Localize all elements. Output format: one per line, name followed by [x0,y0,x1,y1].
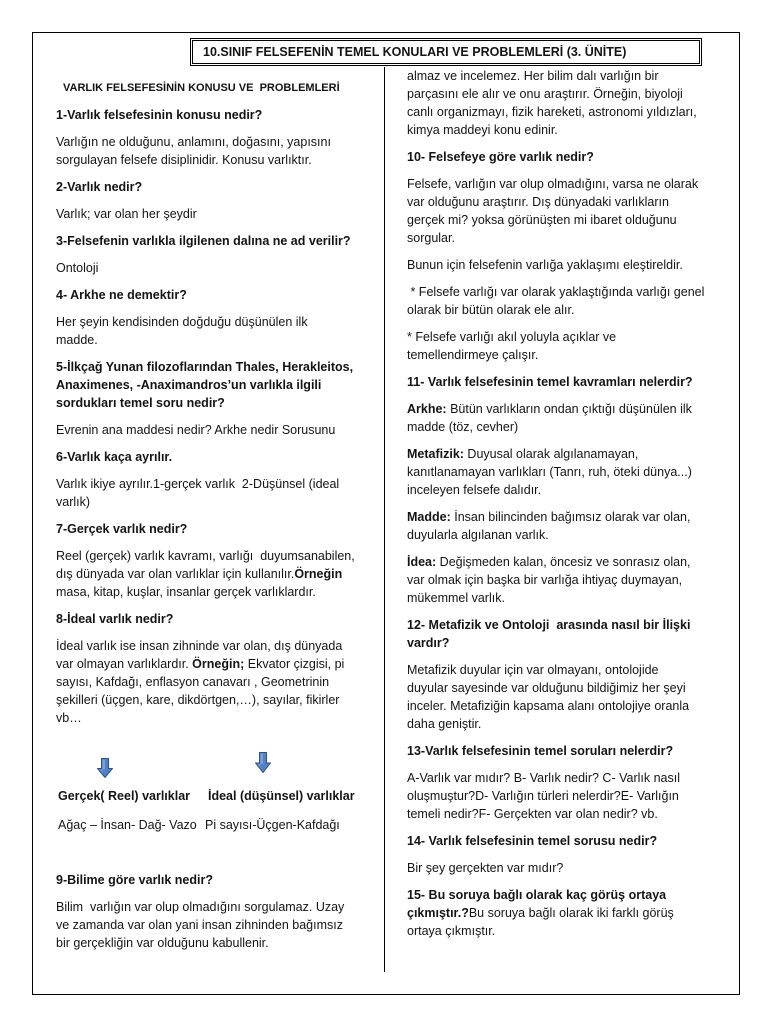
text-line [56,331,382,349]
text-line [407,175,737,193]
bold-text: Metafizik: [407,447,464,461]
text-run: var olduğunu araştırır. Dış dünyadaki varlıkların [407,195,669,209]
text-line [56,376,382,394]
text-line [56,475,382,493]
text-run: duyularla algılanan varlık. [407,528,549,542]
text-line [56,205,382,223]
down-arrow-icon [97,758,113,778]
text-run: Bunun için felsefenin varlığa yaklaşımı eleştireldir. [407,258,683,272]
answer-paragraph [56,898,382,952]
text-line [407,508,737,526]
ideal-beings-examples: Pi sayısı-Üçgen-Kafdağı [205,818,340,832]
text-line [56,259,382,277]
text-line [407,256,737,274]
text-run: İnsan bilincinden bağımsız olarak var olan, [450,510,691,524]
text-line [407,769,737,787]
text-run: Her şeyin kendisinden doğduğu düşünülen ilk [56,315,308,329]
text-line [56,448,382,466]
text-line [407,328,737,346]
text-run: duyular sayesinde var olduğunu bildiğimiz her şeyi [407,681,686,695]
bold-text: 1-Varlık felsefesinin konusu nedir? [56,108,263,122]
bold-text: 13-Varlık felsefesinin temel soruları nelerdir? [407,744,674,758]
bold-text: Anaximenes, -Anaximandros’un varlıkla ilgili [56,378,322,392]
text-line [407,103,737,121]
question-heading [407,832,737,850]
ideal-beings-label: İdeal (düşünsel) varlıklar [208,789,355,803]
answer-paragraph [407,553,737,607]
text-line [56,547,382,565]
bold-text: 3-Felsefenin varlıkla ilgilenen dalına ne ad verilir? [56,234,351,248]
text-line [56,691,382,709]
text-line [407,634,737,652]
text-line [56,709,382,727]
bold-text: 14- Varlık felsefesinin temel sorusu nedir? [407,834,658,848]
text-run: sorgular. [407,231,455,245]
text-line [407,85,737,103]
text-line [407,616,737,634]
text-line [56,133,382,151]
text-run: sayısı, Kafdağı, enflasyon canavarı , Geometrinin [56,675,330,689]
text-run: Varlığın ne olduğunu, anlamını, doğasını, yapısını [56,135,331,149]
text-run: gerçek mi? yoksa görünüşten mi ibaret olduğunu [407,213,677,227]
text-run: varlık) [56,495,91,509]
text-line [407,787,737,805]
text-line [56,493,382,511]
bold-text: 8-İdeal varlık nedir? [56,612,174,626]
question-heading [407,373,737,391]
text-run: Felsefe, varlığın var olup olmadığını, varsa ne olarak [407,177,699,191]
text-line [407,211,737,229]
text-run: mükemmel varlık. [407,591,505,605]
text-line [407,463,737,481]
answer-paragraph [407,859,737,877]
text-line [56,286,382,304]
answer-paragraph [407,256,737,274]
text-line [407,697,737,715]
answer-paragraph [407,769,737,823]
text-run: Bütün varlıkların ondan çıktığı düşünülen ilk [446,402,692,416]
text-run: Ontoloji [56,261,99,275]
bold-text: Arkhe: [407,402,447,416]
title-box [190,38,702,66]
text-line [407,445,737,463]
text-line [407,346,737,364]
text-run: Değişmeden kalan, öncesiz ve sonrasız olan, [436,555,691,569]
text-run: ortaya çıkmıştır. [407,924,496,938]
text-run: Bir şey gerçekten var mıdır? [407,861,564,875]
text-line [407,526,737,544]
bold-text: 5-İlkçağ Yunan filozoflarından Thales, Herakleitos, [56,360,354,374]
text-run: vb… [56,711,82,725]
answer-paragraph [56,313,382,349]
bold-text: 10- Felsefeye göre varlık nedir? [407,150,594,164]
bold-text: Örneğin; [192,657,245,671]
answer-paragraph [56,475,382,511]
text-line [407,481,737,499]
text-line [56,934,382,952]
text-run: kanıtlanamayan varlıkları (Tanrı, ruh, öteki dünya...) [407,465,692,479]
text-run: Reel (gerçek) varlık kavramı, varlığı duyumsanabilen, [56,549,355,563]
answer-paragraph [56,421,382,439]
bold-text: 4- Arkhe ne demektir? [56,288,187,302]
text-line [56,106,382,124]
column-divider [384,67,385,972]
worksheet-title: 10.SINIF FELSEFENİN TEMEL KONULARI VE PROBLEMLERİ (3. ÜNİTE) [203,45,627,59]
text-run: daha geniştir. [407,717,482,731]
question-heading [407,742,737,760]
question-heading [56,232,382,250]
question-heading [56,358,382,412]
text-run: ve zamanda var olan yani insan zihninden bağımsız [56,918,343,932]
text-run: A-Varlık var mıdır? B- Varlık nedir? C- Varlık nasıl [407,771,680,785]
text-line [407,589,737,607]
text-line [407,742,737,760]
text-line [407,832,737,850]
question-heading [56,286,382,304]
text-line [407,679,737,697]
text-line [56,520,382,538]
question-heading [56,520,382,538]
text-line [56,394,382,412]
text-line [407,283,737,301]
question-heading [56,610,382,628]
text-line [407,859,737,877]
text-run: inceler. Metafiziğin kapsama alanı ontolojiye oranla [407,699,690,713]
answer-paragraph [407,445,737,499]
text-run: var olmayan varlıklardır. [56,657,193,671]
bold-text: 11- Varlık felsefesinin temel kavramları nelerdir? [407,375,693,389]
text-line [407,229,737,247]
text-line [407,121,737,139]
text-line [407,904,737,922]
text-run: Duyusal olarak algılanamayan, [463,447,639,461]
being-types-comparison [56,736,382,862]
text-line [56,898,382,916]
text-run: İdeal varlık ise insan zihninde var olan, dış dünyada [56,639,343,653]
bold-text: 15- Bu soruya bağlı olarak kaç görüş ortaya [407,888,667,902]
answer-paragraph [56,547,382,601]
answer-paragraph [407,175,737,247]
text-run: Ekvator çizgisi, pi [244,657,345,671]
text-line [407,661,737,679]
real-beings-examples: Ağaç – İnsan- Dağ- Vazo [58,818,197,832]
text-line [56,313,382,331]
text-line [407,805,737,823]
text-run: inceleyen felsefe dalıdır. [407,483,542,497]
bold-text: İdea: [407,555,437,569]
text-run: Evrenin ana maddesi nedir? Arkhe nedir Sorusunu [56,423,336,437]
text-line [407,148,737,166]
question-heading [407,148,737,166]
text-line [56,421,382,439]
text-line [56,673,382,691]
bold-text: vardır? [407,636,450,650]
bold-text: sordukları temel soru nedir? [56,396,225,410]
question-heading [56,106,382,124]
answer-paragraph [56,133,382,169]
text-run: * Felsefe varlığı akıl yoluyla açıklar ve [407,330,617,344]
text-run: parçasını ele alır ve onu araştırır. Örneğin, biyoloji [407,87,683,101]
text-run: şekilleri (üçgen, kare, dikdörtgen,…), sayılar, fikirler [56,693,340,707]
bold-text: Örneğin [294,567,343,581]
text-run: Metafizik duyular için var olmayanı, ontolojide [407,663,659,677]
text-line [56,178,382,196]
text-run: var olmak için başka bir varlığa ihtiyaç duymayan, [407,573,683,587]
text-line [407,373,737,391]
text-line [407,886,737,904]
text-run: Bu soruya bağlı olarak iki farklı görüş [468,906,674,920]
text-run: Varlık ikiye ayrılır.1-gerçek varlık 2-Düşünsel (ideal [56,477,340,491]
text-line [56,151,382,169]
text-line [56,655,382,673]
answer-paragraph [56,637,382,727]
text-line [56,871,382,889]
text-line [56,358,382,376]
text-line [56,637,382,655]
answer-paragraph [407,400,737,436]
real-beings-label: Gerçek( Reel) varlıklar [58,789,191,803]
text-run: canlı organizmayı, fizik hareketi, astronomi yıldızları, [407,105,697,119]
text-line [407,400,737,418]
text-line [56,583,382,601]
left-column [56,79,382,961]
text-run: Varlık; var olan her şeydir [56,207,197,221]
bold-text: 7-Gerçek varlık nedir? [56,522,188,536]
text-run: sorgulayan felsefe disiplinidir. Konusu varlıktır. [56,153,312,167]
bold-text: Madde: [407,510,451,524]
text-line [407,553,737,571]
text-line [407,67,737,85]
text-line [407,571,737,589]
bold-text: 9-Bilime göre varlık nedir? [56,873,213,887]
text-line [56,916,382,934]
text-run: temeli nedir?F- Gerçekten var olan nedir? vb. [407,807,658,821]
text-run: madde. [56,333,98,347]
down-arrow-icon [255,752,271,773]
question-heading [56,871,382,889]
bold-text: 12- Metafizik ve Ontoloji arasında nasıl bir İlişki [407,618,691,632]
text-line [56,610,382,628]
answer-paragraph [407,328,737,364]
text-run: masa, kitap, kuşlar, insanlar gerçek varlıklardır. [56,585,316,599]
text-run: kimya maddeyi konu edinir. [407,123,558,137]
text-line [407,418,737,436]
answer-paragraph [56,259,382,277]
text-run: madde (töz, cevher) [407,420,519,434]
text-run: Bilim varlığın var olup olmadığını sorgulamaz. Uzay [56,900,345,914]
text-line [56,232,382,250]
question-heading [56,448,382,466]
text-run: dış dünyada var olan varlıklar için kullanılır. [56,567,295,581]
answer-paragraph [407,661,737,733]
text-line [407,193,737,211]
text-run: olarak bir bütün olarak ele alır. [407,303,575,317]
answer-paragraph [407,67,737,139]
text-line [56,565,382,583]
right-column [407,67,737,949]
text-line [407,922,737,940]
text-run: temellendirmeye çalışır. [407,348,539,362]
section-title-text: VARLIK FELSEFESİNİN KONUSU VE PROBLEMLERİ [63,82,340,94]
text-line [407,301,737,319]
bold-text: 6-Varlık kaça ayrılır. [56,450,173,464]
answer-paragraph [407,508,737,544]
question-heading [56,178,382,196]
answer-paragraph [56,205,382,223]
text-line [407,715,737,733]
bold-text: 2-Varlık nedir? [56,180,143,194]
bold-text: çıkmıştır.? [407,906,469,920]
answer-paragraph [407,283,737,319]
section-title [56,79,382,97]
text-run: bir gerçekliğin var olduğunu kabullenir. [56,936,269,950]
question-heading [407,886,737,940]
question-heading [407,616,737,652]
text-run: almaz ve incelemez. Her bilim dalı varlığın bir [407,69,659,83]
text-run: * Felsefe varlığı var olarak yaklaştığında varlığı genel [407,285,705,299]
text-run: oluşmuştur?D- Varlığın türleri nelerdir?E- Varlığın [407,789,679,803]
